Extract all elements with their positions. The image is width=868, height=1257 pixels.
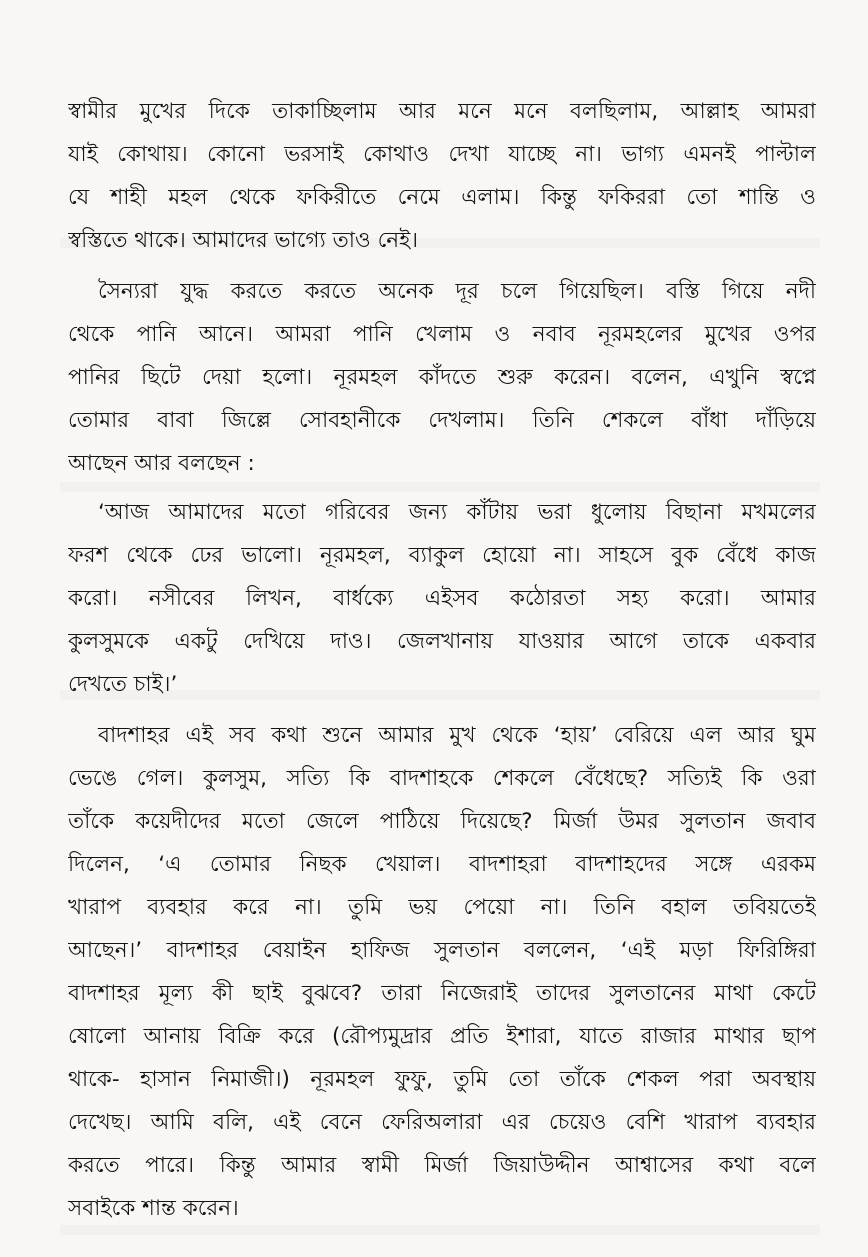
text-line: আছেন আর বলছেন :	[68, 451, 255, 476]
text-line: যে শাহী মহল থেকে ফকিরীতে নেমে এলাম। কিন্তু ফকিররা তো শান্তি ও	[68, 185, 816, 210]
paragraph-3-quote	[68, 491, 816, 706]
paragraph-1	[68, 90, 816, 262]
text-line: তোমার বাবা জিল্লে সোবহানীকে দেখলাম। তিনি শেকলে বাঁধা দাঁড়িয়ে	[68, 408, 816, 433]
text-line: ভেঙে গেল। কুলসুম, সত্যি কি বাদশাহকে শেকলে বেঁধেছে? সত্যিই কি ওরা	[68, 766, 816, 791]
text-line: ‘আজ আমাদের মতো গরিবের জন্য কাঁটায় ভরা ধুলোয় বিছানা মখমলের	[98, 500, 816, 525]
text-line: দেখেছ। আমি বলি, এই বেনে ফেরিঅলারা এর চেয়েও বেশি খারাপ ব্যবহার	[68, 1110, 816, 1135]
text-line: ফরশ থেকে ঢের ভালো। নূরমহল, ব্যাকুল হোয়ো না। সাহসে বুক বেঁধে কাজ	[68, 543, 816, 568]
text-line: খারাপ ব্যবহার করে না। তুমি ভয় পেয়ো না। তিনি বহাল তবিয়তেই	[68, 895, 816, 920]
text-line: দেখতে চাই।’	[68, 672, 178, 697]
paragraph-2	[68, 270, 816, 485]
text-line: সৈন্যরা যুদ্ধ করতে করতে অনেক দূর চলে গিয়েছিল। বস্তি গিয়ে নদী	[98, 279, 816, 304]
text-line: থেকে পানি আনে। আমরা পানি খেলাম ও নবাব নূরমহলের মুখের ওপর	[68, 322, 816, 347]
text-line: দিলেন, ‘এ তোমার নিছক খেয়াল। বাদশাহরা বাদশাহদের সঙ্গে এরকম	[68, 852, 816, 877]
text-line: স্বামীর মুখের দিকে তাকাচ্ছিলাম আর মনে মনে বলছিলাম, আল্লাহ আমরা	[68, 99, 816, 124]
text-line: কুলসুমকে একটু দেখিয়ে দাও। জেলখানায় যাওয়ার আগে তাকে একবার	[68, 629, 816, 654]
text-line: তাঁকে কয়েদীদের মতো জেলে পাঠিয়ে দিয়েছে? মির্জা উমর সুলতান জবাব	[68, 809, 816, 834]
text-line: বাদশাহর এই সব কথা শুনে আমার মুখ থেকে ‘হায়’ বেরিয়ে এল আর ঘুম	[98, 723, 816, 748]
text-line: থাকে- হাসান নিমাজী।) নূরমহল ফুফু, তুমি তো তাঁকে শেকল পরা অবস্থায়	[68, 1067, 816, 1092]
text-line: বাদশাহর মূল্য কী ছাই বুঝবে? তারা নিজেরাই তাদের সুলতানের মাথা কেটে	[68, 981, 816, 1006]
text-line: আছেন।’ বাদশাহর বেয়াইন হাফিজ সুলতান বললেন, ‘এই মড়া ফিরিঙ্গিরা	[68, 938, 816, 963]
text-line: সবাইকে শান্ত করেন।	[68, 1196, 239, 1221]
text-line: করতে পারে। কিন্তু আমার স্বামী মির্জা জিয়াউদ্দীন আশ্বাসের কথা বলে	[68, 1153, 816, 1178]
text-line: স্বস্তিতে থাকে। আমাদের ভাগ্যে তাও নেই।	[68, 228, 419, 253]
text-line: করো। নসীবের লিখন, বার্ধক্যে এইসব কঠোরতা সহ্য করো। আমার	[68, 586, 816, 611]
text-line: যাই কোথায়। কোনো ভরসাই কোথাও দেখা যাচ্ছে না। ভাগ্য এমনই পাল্টাল	[68, 142, 816, 167]
text-line: পানির ছিটে দেয়া হলো। নূরমহল কাঁদতে শুরু করেন। বলেন, এখুনি স্বপ্নে	[68, 365, 816, 390]
paragraph-4	[68, 714, 816, 1230]
text-line: ষোলো আনায় বিক্রি করে (রৌপ্যমুদ্রার প্রতি ইশারা, যাতে রাজার মাথার ছাপ	[68, 1024, 816, 1049]
